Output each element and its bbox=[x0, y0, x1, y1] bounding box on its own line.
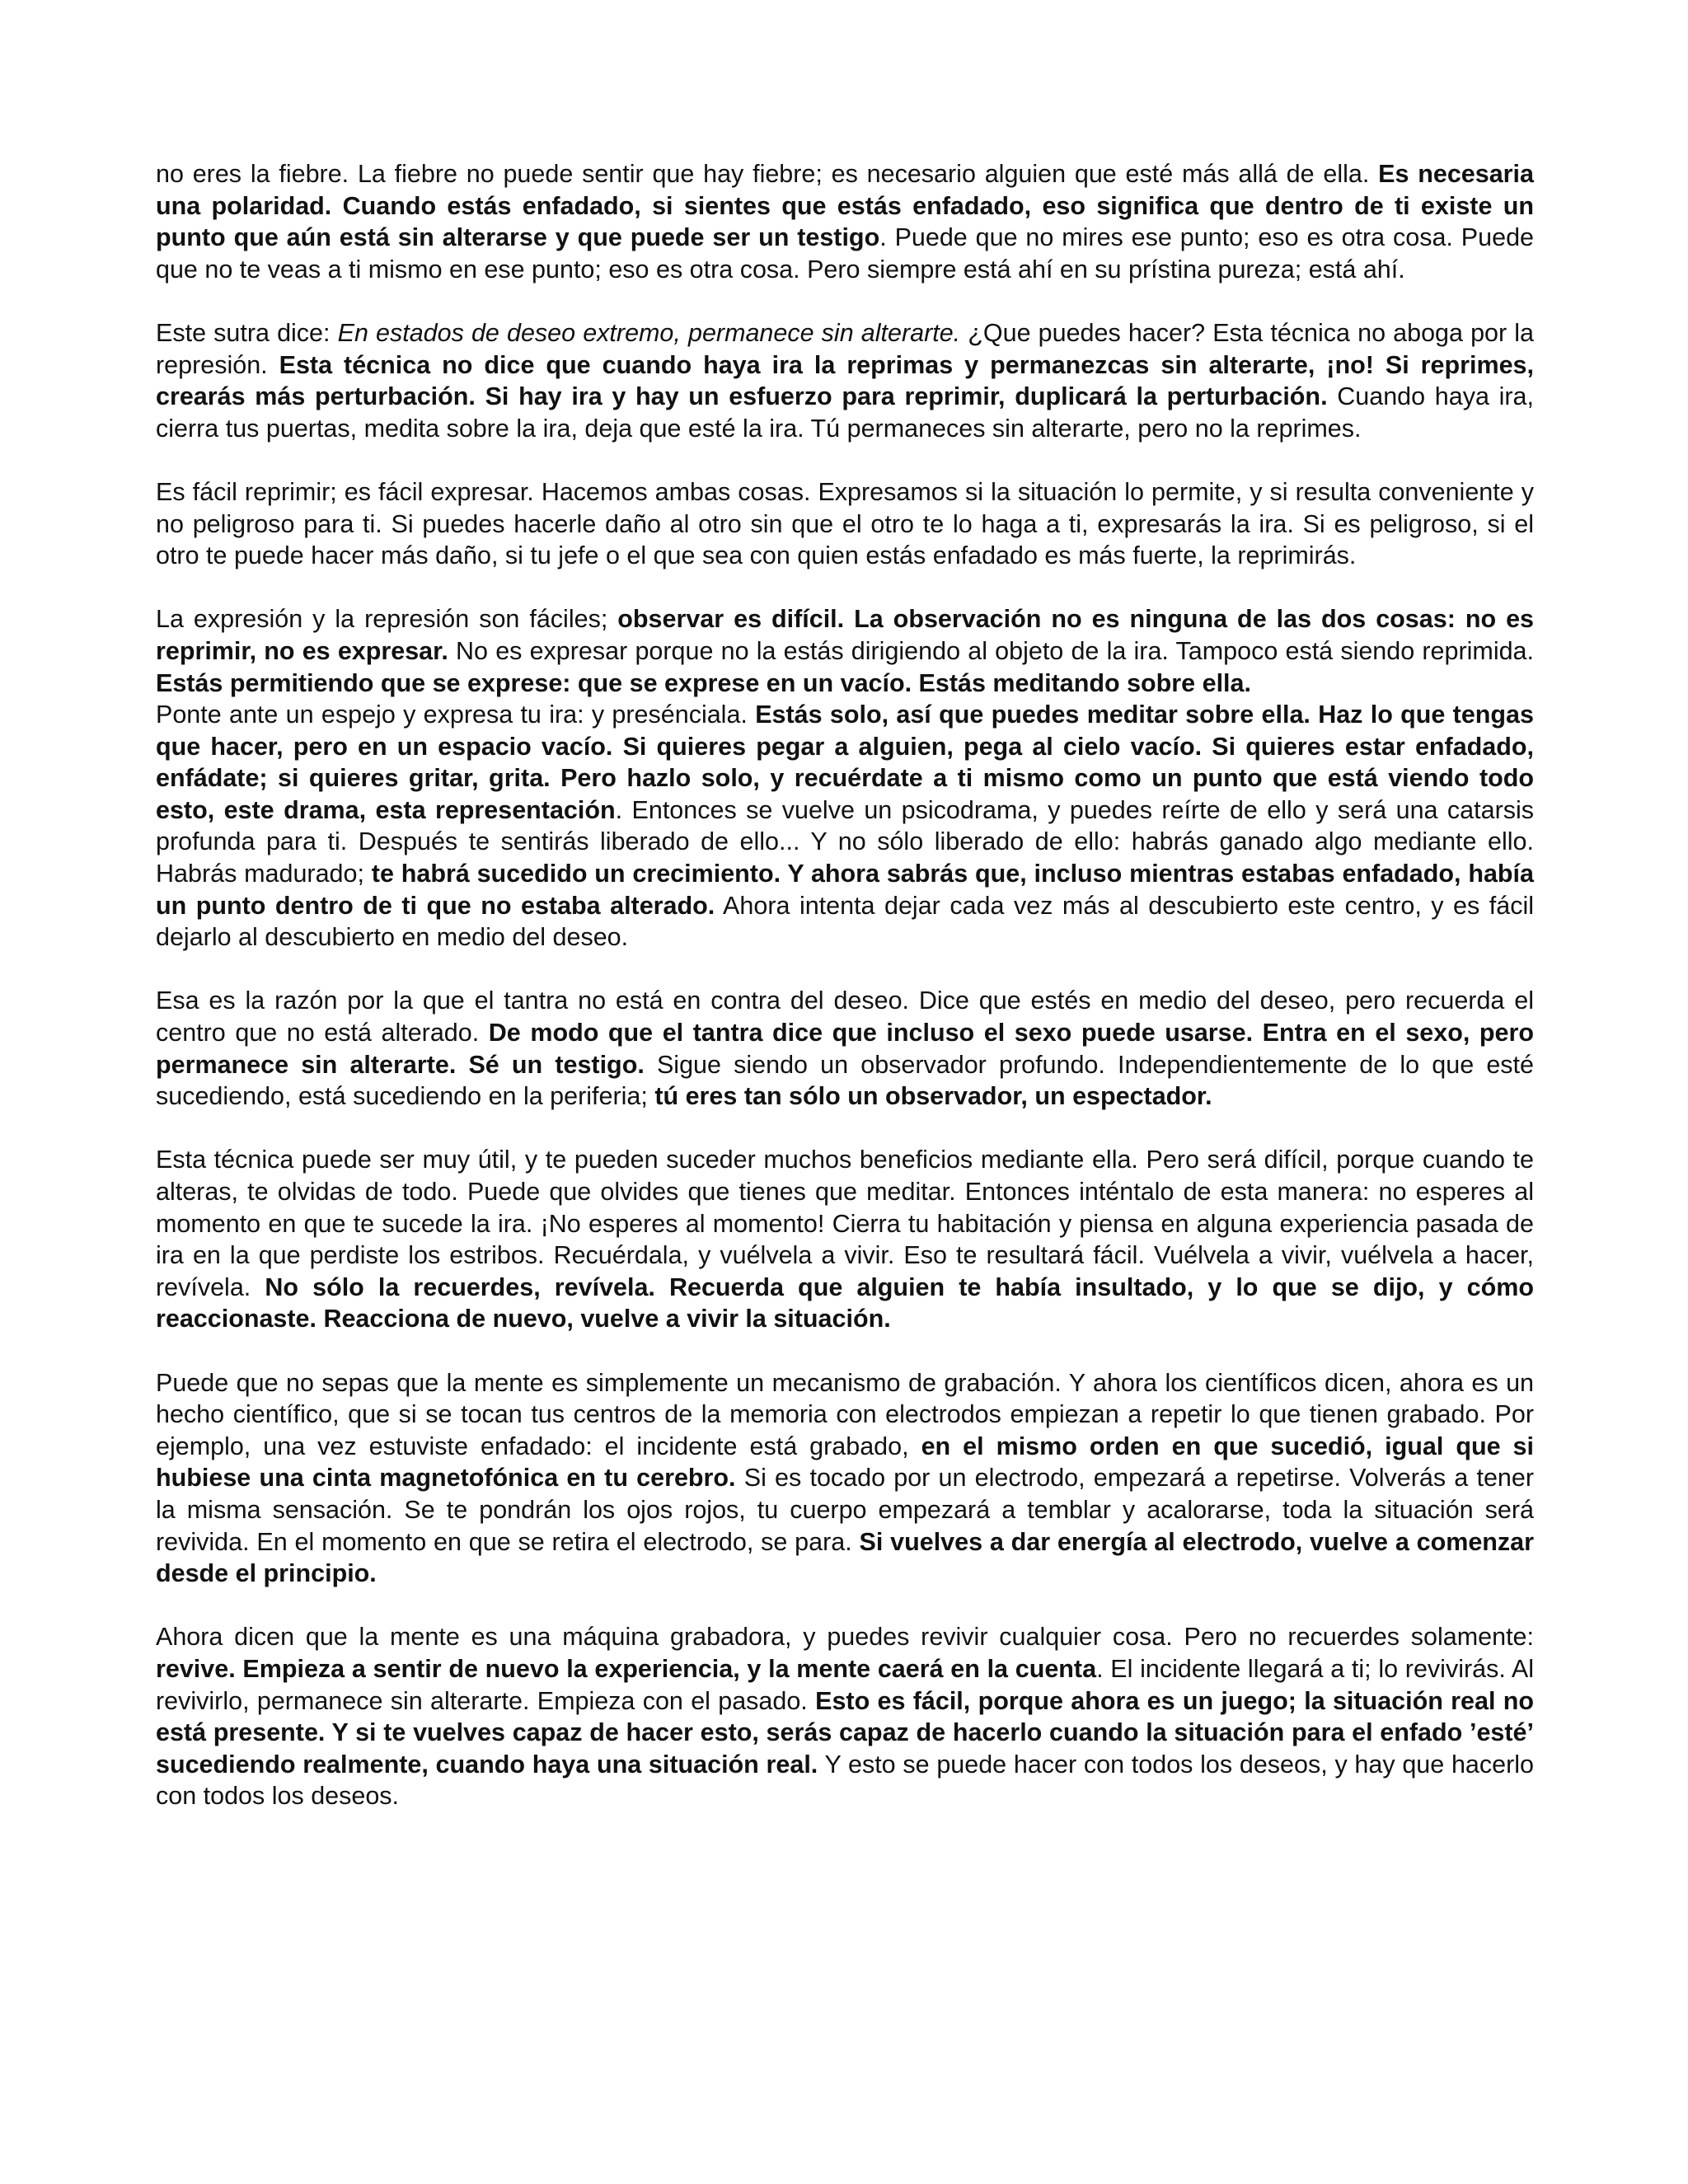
bold-text-run: Estás permitiendo que se exprese: que se exprese en un vacío. Estás meditando sobre ella. bbox=[156, 668, 1251, 697]
paragraph bbox=[156, 1144, 1534, 1335]
paragraph bbox=[156, 603, 1534, 699]
text-run: Cuando haya ira, cierra tus puertas, medita sobre la ira, deja que esté la ira. Tú permaneces sin alterarte, pero no la reprimes. bbox=[156, 382, 1534, 443]
bold-text-run: revive. Empieza a sentir de nuevo la experiencia, y la mente caerá en la cuenta bbox=[156, 1654, 1097, 1683]
text-run: Esa es la razón por la que el tantra no está en contra del deseo. Dice que estés en medio del deseo, pero recuerda el centro que no está alterado. bbox=[156, 987, 1534, 1047]
text-run: Ponte ante un espejo y expresa tu ira: y presénciala. bbox=[156, 701, 756, 729]
text-run: No es expresar porque no la estás dirigiendo al objeto de la ira. Tampoco está siendo reprimida. bbox=[448, 636, 1534, 665]
bold-text-run: Estás solo, así que puedes meditar sobre ella. Haz lo que tengas que hacer, pero en un espacio vacío. Si quieres pegar a alguien, pega al cielo vacío. Si quieres estar enfadado, enfádate; si quieres gritar, grita. Pero hazlo solo, y recuérdate a ti mismo como un punto que está viendo todo esto, este drama, esta representación bbox=[156, 701, 1534, 824]
text-run: . Puede que no mires ese punto; eso es otra cosa. Puede que no te veas a ti mismo en ese punto; eso es otra cosa. Pero siempre está ahí en su prístina pureza; está ahí. bbox=[156, 223, 1534, 284]
bold-text-run: observar es difícil. La observación no es ninguna de las dos cosas: no es reprimir, no es expresar. bbox=[156, 605, 1534, 665]
italic-text-run: En estados de deseo extremo, permanece sin alterarte. bbox=[337, 318, 961, 347]
text-run: Ahora intenta dejar cada vez más al descubierto este centro, y es fácil dejarlo al descubierto en medio del deseo. bbox=[156, 891, 1534, 952]
text-run: no eres la fiebre. La fiebre no puede sentir que hay fiebre; es necesario alguien que esté más allá de ella. bbox=[156, 160, 1379, 188]
text-run: Si es tocado por un electrodo, empezará a repetirse. Volverás a tener la misma sensación. Se te pondrán los ojos rojos, tu cuerpo empezará a temblar y acalorarse, toda la situación será revivida. En el momento en que se retira el electrodo, se para. bbox=[156, 1464, 1534, 1556]
bold-text-run: Si vuelves a dar energía al electrodo, vuelve a comenzar desde el principio. bbox=[156, 1527, 1535, 1588]
bold-text-run: Es necesaria una polaridad. Cuando estás enfadado, si sientes que estás enfadado, eso significa que dentro de ti existe un punto que aún está sin alterarse y que puede ser un testigo bbox=[156, 160, 1534, 252]
bold-text-run: te habrá sucedido un crecimiento. Y ahora sabrás que, incluso mientras estabas enfadado, había un punto dentro de ti que no estaba alterado. bbox=[156, 860, 1534, 920]
text-run: Ahora dicen que la mente es una máquina grabadora, y puedes revivir cualquier cosa. Pero no recuerdes solamente: bbox=[156, 1623, 1534, 1652]
text-run: Y esto se puede hacer con todos los deseos, y hay que hacerlo con todos los deseos. bbox=[156, 1750, 1534, 1811]
bold-text-run: No sólo la recuerdes, revívela. Recuerda que alguien te había insultado, y lo que se dijo, y cómo reaccionaste. Reacciona de nuevo, vuelve a vivir la situación. bbox=[156, 1272, 1534, 1333]
text-run: . El incidente llegará a ti; lo revivirás. Al revivirlo, permanece sin alterarte. Empieza con el pasado. bbox=[156, 1654, 1534, 1715]
paragraph bbox=[156, 1621, 1534, 1812]
paragraph bbox=[156, 476, 1534, 572]
text-run: La expresión y la represión son fáciles; bbox=[156, 605, 618, 634]
paragraph bbox=[156, 158, 1534, 285]
text-run: ¿Que puedes hacer? Esta técnica no aboga por la represión. bbox=[156, 318, 1535, 379]
text-run: Sigue siendo un observador profundo. Independientemente de lo que esté sucediendo, está sucediendo en la periferia; bbox=[156, 1050, 1534, 1111]
paragraph bbox=[156, 699, 1534, 954]
text-run: . Entonces se vuelve un psicodrama, y puedes reírte de ello y será una catarsis profunda para ti. Después te sentirás liberado de ello... Y no sólo liberado de ello: habrás ganado algo mediante ello. Habrás madurado; bbox=[156, 795, 1534, 888]
paragraph bbox=[156, 1367, 1534, 1590]
text-run: Esta técnica puede ser muy útil, y te pueden suceder muchos beneficios mediante ella. Pero será difícil, porque cuando te alteras, te olvidas de todo. Puede que olvides que tienes que meditar. Entonces inténtalo de esta manera: no esperes al momento en que te sucede la ira. ¡No esperes al momento! Cierra tu habitación y piensa en alguna experiencia pasada de ira en la que perdiste los estribos. Recuérdala, y vuélvela a vivir. Eso te resultará fácil. Vuélvela a vivir, vuélvela a hacer, revívela. bbox=[156, 1146, 1534, 1301]
document-page bbox=[156, 158, 1534, 1812]
text-run: Es fácil reprimir; es fácil expresar. Hacemos ambas cosas. Expresamos si la situación lo permite, y si resulta conveniente y no peligroso para ti. Si puedes hacerle daño al otro sin que el otro te lo haga a ti, expresarás la ira. Si es peligroso, si el otro te puede hacer más daño, si tu jefe o el que sea con quien estás enfadado es más fuerte, la reprimirás. bbox=[156, 477, 1534, 570]
paragraph bbox=[156, 985, 1534, 1112]
bold-text-run: Esto es fácil, porque ahora es un juego; la situación real no está presente. Y si te vuelves capaz de hacer esto, serás capaz de hacerlo cuando la situación para el enfado ’esté’ sucediendo realmente, cuando haya una situación real. bbox=[156, 1686, 1535, 1779]
text-run: Este sutra dice: bbox=[156, 318, 338, 347]
bold-text-run: en el mismo orden en que sucedió, igual que si hubiese una cinta magnetofónica en tu cerebro. bbox=[156, 1432, 1534, 1493]
bold-text-run: De modo que el tantra dice que incluso el sexo puede usarse. Entra en el sexo, pero permanece sin alterarte. Sé un testigo. bbox=[156, 1019, 1534, 1079]
bold-text-run: Esta técnica no dice que cuando haya ira la reprimas y permanezcas sin alterarte, ¡no! Si reprimes, crearás más perturbación. Si hay ira y hay un esfuerzo para reprimir, duplicará la perturbación. bbox=[156, 350, 1534, 411]
bold-text-run: tú eres tan sólo un observador, un espectador. bbox=[654, 1082, 1212, 1111]
paragraph bbox=[156, 317, 1534, 444]
text-run: Puede que no sepas que la mente es simplemente un mecanismo de grabación. Y ahora los científicos dicen, ahora es un hecho científico, que si se tocan tus centros de la memoria con electrodos empiezan a repetir lo que tienen grabado. Por ejemplo, una vez estuviste enfadado: el incidente está grabado, bbox=[156, 1368, 1534, 1460]
